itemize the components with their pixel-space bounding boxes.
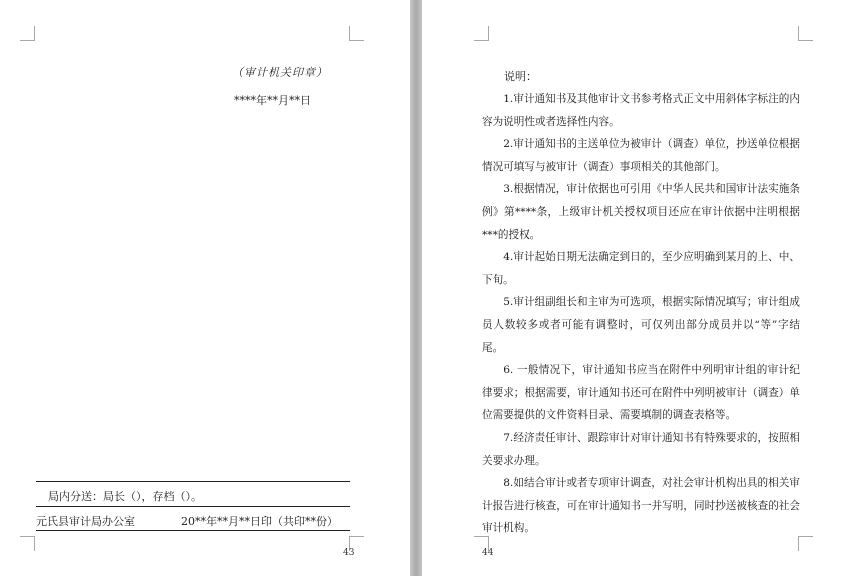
notes-list bbox=[482, 88, 800, 540]
seal-placeholder-note: （审计机关印章） bbox=[232, 66, 328, 79]
distribution-line: 局内分送：局长（），存档（）。 bbox=[48, 490, 202, 503]
divider-middle bbox=[36, 506, 350, 507]
issue-date: ****年**月**日 bbox=[234, 94, 311, 107]
crop-mark-top-left bbox=[474, 26, 489, 41]
note-4: 4.审计起始日期无法确定到日的，至少应明确到某月的上、中、下旬。 bbox=[482, 251, 800, 286]
note-1: 1.审计通知书及其他审计文书参考格式正文中用斜体字标注的内容为说明性或者选择性内容。 bbox=[482, 93, 800, 128]
notes-title: 说明： bbox=[504, 70, 537, 83]
divider-top bbox=[36, 481, 350, 482]
note-8: 8.如结合审计或者专项审计调查，对社会审计机构出具的相关审计报告进行核查，可在审计通知书一并写明，同时抄送被核查的社会审计机构。 bbox=[482, 477, 800, 535]
note-7: 7.经济责任审计、跟踪审计对审计通知书有特殊要求的，按照相关要求办理。 bbox=[482, 431, 800, 467]
note-3: 3.根据情况，审计依据也可引用《中华人民共和国审计法实施条例》第****条，上级审计机关授权项目还应在审计依据中注明根据***的授权。 bbox=[482, 183, 800, 241]
page-number-left: 43 bbox=[343, 548, 355, 558]
divider-bottom bbox=[36, 530, 350, 531]
crop-mark-bottom-right bbox=[798, 536, 813, 551]
crop-mark-top-right bbox=[349, 26, 364, 41]
print-date: 20**年**月**日印（共印**份） bbox=[181, 515, 338, 528]
issuing-office: 元氏县审计局办公室 bbox=[36, 515, 135, 528]
crop-mark-top-right bbox=[798, 26, 813, 41]
left-page bbox=[0, 0, 410, 576]
crop-mark-bottom-left bbox=[20, 536, 35, 551]
page-number-right: 44 bbox=[482, 548, 494, 558]
note-2: 2.审计通知书的主送单位为被审计（调查）单位，抄送单位根据情况可填写与被审计（调查）事项相关的其他部门。 bbox=[482, 138, 800, 173]
crop-mark-top-left bbox=[20, 26, 35, 41]
page-gutter bbox=[410, 0, 422, 576]
note-5: 5.审计组副组长和主审为可选项，根据实际情况填写；审计组成员人数较多或者可能有调整时，可仅列出部分成员并以“等”字结尾。 bbox=[482, 296, 800, 354]
note-6: 6. 一般情况下，审计通知书应当在附件中列明审计组的审计纪律要求；根据需要，审计通知书还可在附件中列明被审计（调查）单位需要提供的文件资料目录、需要填制的调查表格等。 bbox=[482, 364, 800, 422]
